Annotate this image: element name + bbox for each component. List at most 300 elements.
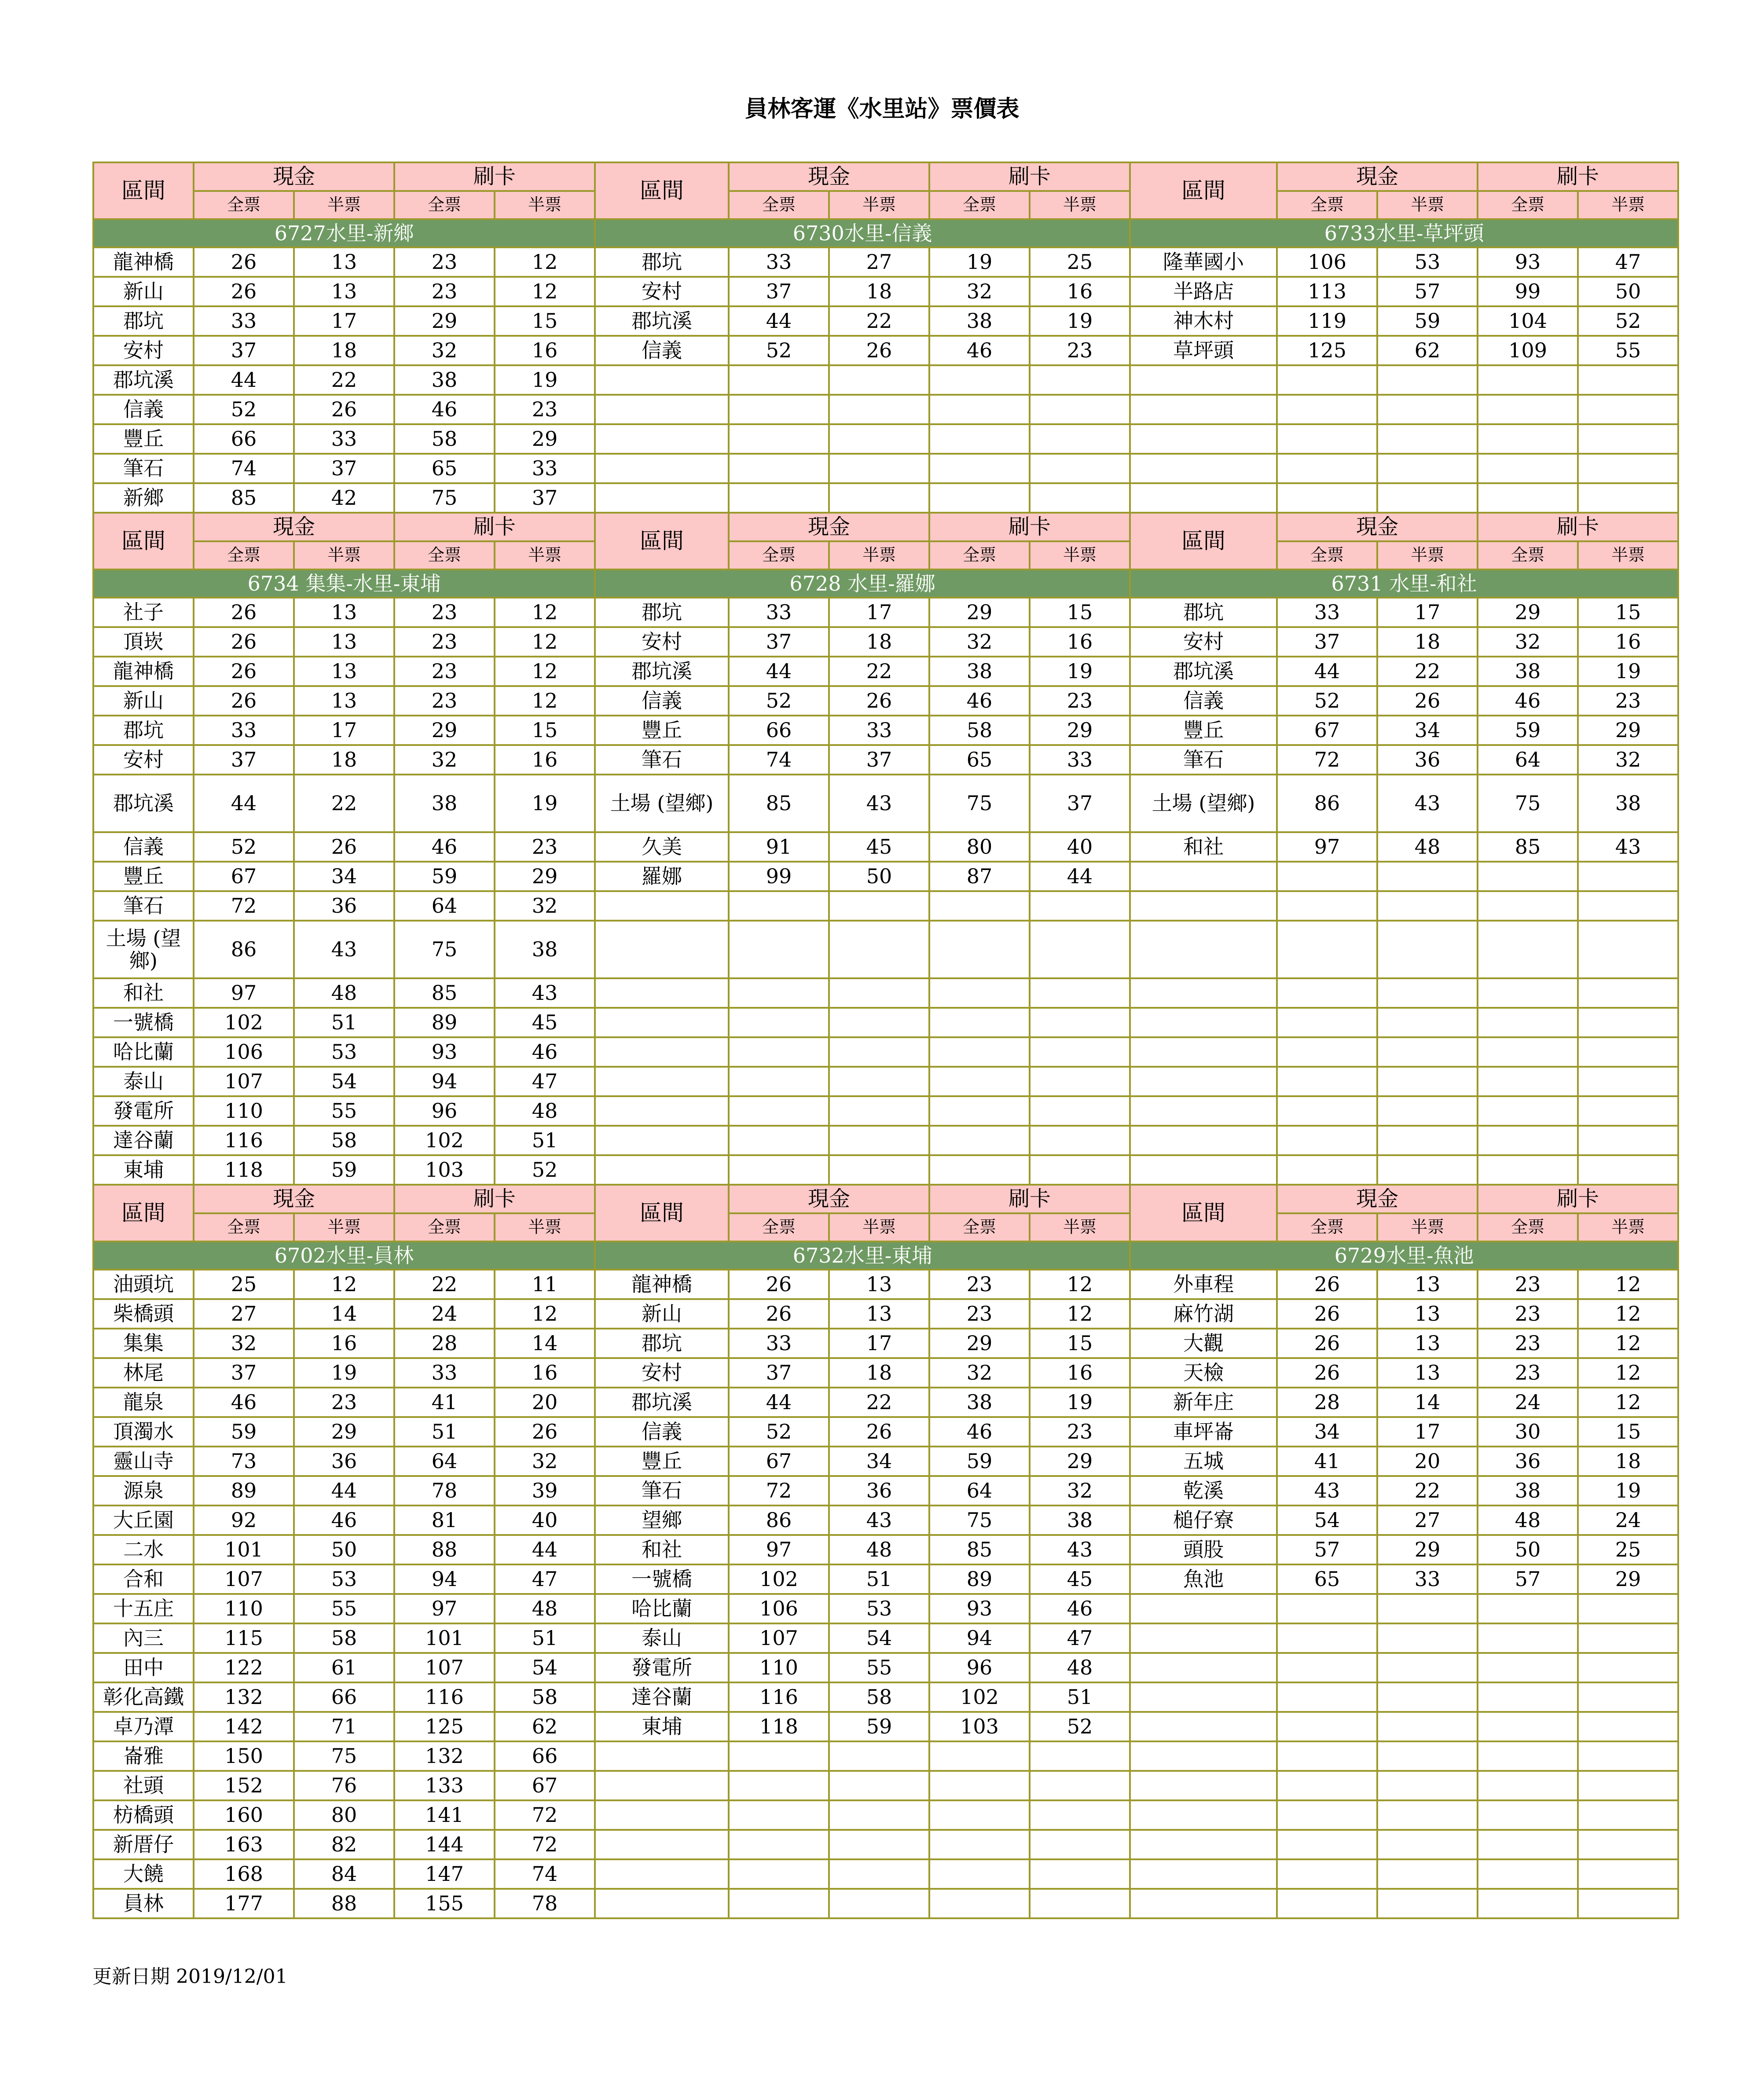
fare-cell: 29 (394, 306, 495, 336)
stop-name: 隆華國小 (1130, 247, 1277, 277)
full-ticket-header: 全票 (194, 191, 294, 219)
fare-cell: 26 (729, 1299, 829, 1329)
fare-cell: 20 (495, 1388, 595, 1417)
fare-cell: 32 (495, 891, 595, 921)
empty-cell (1578, 395, 1678, 424)
empty-cell (1478, 921, 1578, 978)
stop-name: 郡坑溪 (93, 365, 194, 395)
fare-cell: 41 (394, 1388, 495, 1417)
fare-cell: 32 (1478, 627, 1578, 657)
stop-name: 達谷蘭 (595, 1682, 729, 1712)
fare-cell: 46 (929, 336, 1030, 365)
empty-cell (1130, 921, 1277, 978)
empty-cell (1277, 862, 1377, 891)
empty-cell (1578, 1830, 1678, 1859)
empty-cell (829, 1859, 929, 1889)
fare-cell: 58 (495, 1682, 595, 1712)
full-ticket-header: 全票 (729, 191, 829, 219)
stop-name: 林尾 (93, 1358, 194, 1388)
empty-cell (1578, 1682, 1678, 1712)
empty-cell (1578, 1712, 1678, 1741)
stop-name: 頂濁水 (93, 1417, 194, 1447)
fare-row (93, 978, 1678, 1008)
fare-cell: 13 (1377, 1329, 1478, 1358)
empty-cell (1478, 1067, 1578, 1096)
full-ticket-header: 全票 (394, 541, 495, 569)
fare-cell: 58 (294, 1623, 394, 1653)
stop-name: 土場 (望鄉) (1130, 775, 1277, 832)
fare-cell: 26 (729, 1270, 829, 1299)
fare-cell: 97 (194, 978, 294, 1008)
empty-cell (929, 1155, 1030, 1185)
fare-cell: 45 (829, 832, 929, 862)
fare-cell: 147 (394, 1859, 495, 1889)
fare-cell: 52 (1030, 1712, 1130, 1741)
fare-cell: 59 (829, 1712, 929, 1741)
card-header: 刷卡 (394, 1185, 595, 1213)
fare-cell: 18 (294, 745, 394, 775)
fare-cell: 13 (294, 247, 394, 277)
fare-cell: 89 (194, 1476, 294, 1506)
full-ticket-header: 全票 (1277, 541, 1377, 569)
fare-cell: 46 (1030, 1594, 1130, 1623)
half-ticket-header: 半票 (294, 191, 394, 219)
empty-cell (1377, 1008, 1478, 1037)
empty-cell (1377, 921, 1478, 978)
empty-cell (1277, 1712, 1377, 1741)
fare-cell: 74 (729, 745, 829, 775)
full-ticket-header: 全票 (394, 1213, 495, 1241)
empty-cell (595, 1771, 729, 1800)
fare-cell: 91 (729, 832, 829, 862)
empty-cell (1377, 1653, 1478, 1682)
fare-cell: 12 (1578, 1329, 1678, 1358)
fare-cell: 104 (1478, 306, 1578, 336)
fare-cell: 33 (729, 247, 829, 277)
full-ticket-header: 全票 (394, 191, 495, 219)
fare-row (93, 1506, 1678, 1535)
stop-name: 筆石 (93, 454, 194, 483)
fare-cell: 58 (829, 1682, 929, 1712)
empty-cell (595, 1741, 729, 1771)
fare-cell: 29 (394, 716, 495, 745)
empty-cell (1377, 424, 1478, 454)
fare-row (93, 1741, 1678, 1771)
stop-name: 內三 (93, 1623, 194, 1653)
fare-row (93, 1800, 1678, 1830)
empty-cell (1130, 1771, 1277, 1800)
empty-cell (1578, 1771, 1678, 1800)
fare-cell: 13 (294, 686, 394, 716)
cash-header: 現金 (1277, 513, 1478, 541)
fare-cell: 75 (394, 921, 495, 978)
empty-cell (1130, 1741, 1277, 1771)
fare-cell: 93 (394, 1037, 495, 1067)
fare-cell: 72 (1277, 745, 1377, 775)
fare-cell: 50 (294, 1535, 394, 1564)
fare-cell: 26 (829, 686, 929, 716)
full-ticket-header: 全票 (1277, 1213, 1377, 1241)
page-title: 員林客運《水里站》票價表 (744, 96, 1020, 122)
fare-cell: 13 (1377, 1358, 1478, 1388)
fare-cell: 47 (1030, 1623, 1130, 1653)
empty-cell (595, 1096, 729, 1126)
empty-cell (929, 424, 1030, 454)
fare-cell: 22 (829, 306, 929, 336)
route-title: 6734 集集-水里-東埔 (93, 569, 595, 598)
half-ticket-header: 半票 (1030, 541, 1130, 569)
stop-name: 新山 (93, 277, 194, 306)
fare-cell: 33 (729, 1329, 829, 1358)
fare-cell: 88 (394, 1535, 495, 1564)
empty-cell (1277, 1623, 1377, 1653)
empty-cell (1377, 1155, 1478, 1185)
fare-row (93, 336, 1678, 365)
fare-cell: 122 (194, 1653, 294, 1682)
empty-cell (1130, 1859, 1277, 1889)
empty-cell (1277, 483, 1377, 513)
zone-header: 區間 (595, 162, 729, 219)
header-row (93, 513, 1678, 541)
fare-cell: 152 (194, 1771, 294, 1800)
stop-name: 安村 (93, 336, 194, 365)
half-ticket-header: 半票 (294, 541, 394, 569)
empty-cell (1277, 1800, 1377, 1830)
fare-cell: 12 (495, 1299, 595, 1329)
empty-cell (1030, 1800, 1130, 1830)
fare-cell: 43 (829, 1506, 929, 1535)
fare-cell: 116 (729, 1682, 829, 1712)
fare-cell: 23 (1030, 336, 1130, 365)
fare-cell: 36 (294, 891, 394, 921)
half-ticket-header: 半票 (829, 191, 929, 219)
fare-cell: 13 (829, 1299, 929, 1329)
card-header: 刷卡 (394, 162, 595, 191)
fare-cell: 12 (1578, 1270, 1678, 1299)
fare-cell: 37 (729, 627, 829, 657)
fare-cell: 44 (294, 1476, 394, 1506)
cash-header: 現金 (1277, 1185, 1478, 1213)
empty-cell (595, 1800, 729, 1830)
fare-row (93, 1008, 1678, 1037)
fare-cell: 57 (1277, 1535, 1377, 1564)
fare-cell: 64 (929, 1476, 1030, 1506)
fare-cell: 32 (1030, 1476, 1130, 1506)
empty-cell (1277, 1741, 1377, 1771)
empty-cell (1030, 1889, 1130, 1918)
empty-cell (1277, 1126, 1377, 1155)
fare-cell: 107 (394, 1653, 495, 1682)
fare-cell: 23 (1578, 686, 1678, 716)
fare-cell: 26 (194, 598, 294, 627)
empty-cell (1478, 891, 1578, 921)
empty-cell (1478, 424, 1578, 454)
fare-cell: 16 (294, 1329, 394, 1358)
fare-cell: 58 (294, 1126, 394, 1155)
empty-cell (729, 921, 829, 978)
empty-cell (929, 1771, 1030, 1800)
empty-cell (1130, 1126, 1277, 1155)
empty-cell (1277, 395, 1377, 424)
fare-cell: 82 (294, 1830, 394, 1859)
fare-row (93, 1564, 1678, 1594)
fare-cell: 15 (1030, 598, 1130, 627)
stop-name: 信義 (595, 336, 729, 365)
fare-cell: 29 (929, 1329, 1030, 1358)
fare-cell: 87 (929, 862, 1030, 891)
empty-cell (1377, 1800, 1478, 1830)
empty-cell (1377, 1830, 1478, 1859)
empty-cell (829, 978, 929, 1008)
empty-cell (729, 891, 829, 921)
empty-cell (1578, 365, 1678, 395)
stop-name: 新厝仔 (93, 1830, 194, 1859)
fare-cell: 18 (294, 336, 394, 365)
fare-cell: 66 (495, 1741, 595, 1771)
fare-row (93, 1037, 1678, 1067)
fare-cell: 32 (929, 277, 1030, 306)
fare-cell: 19 (1578, 657, 1678, 686)
stop-name: 郡坑 (93, 306, 194, 336)
empty-cell (1030, 454, 1130, 483)
stop-name: 泰山 (595, 1623, 729, 1653)
fare-cell: 51 (294, 1008, 394, 1037)
empty-cell (829, 483, 929, 513)
empty-cell (829, 1096, 929, 1126)
fare-cell: 89 (394, 1008, 495, 1037)
fare-cell: 52 (194, 395, 294, 424)
fare-cell: 33 (194, 306, 294, 336)
empty-cell (1130, 1008, 1277, 1037)
fare-cell: 53 (294, 1037, 394, 1067)
fare-cell: 38 (394, 365, 495, 395)
empty-cell (1377, 1682, 1478, 1712)
fare-table (92, 162, 1679, 1919)
fare-row (93, 454, 1678, 483)
fare-cell: 23 (495, 832, 595, 862)
fare-cell: 52 (495, 1155, 595, 1185)
route-title: 6732水里-東埔 (595, 1241, 1130, 1270)
fare-cell: 86 (729, 1506, 829, 1535)
zone-header: 區間 (93, 162, 194, 219)
empty-cell (929, 1096, 1030, 1126)
empty-cell (1478, 1623, 1578, 1653)
empty-cell (1578, 1653, 1678, 1682)
empty-cell (1030, 891, 1130, 921)
stop-name: 社子 (93, 598, 194, 627)
empty-cell (829, 1741, 929, 1771)
fare-cell: 43 (495, 978, 595, 1008)
stop-name: 豐丘 (93, 424, 194, 454)
fare-cell: 24 (394, 1299, 495, 1329)
fare-cell: 65 (394, 454, 495, 483)
fare-cell: 85 (1478, 832, 1578, 862)
fare-cell: 19 (1030, 1388, 1130, 1417)
fare-cell: 19 (495, 775, 595, 832)
full-ticket-header: 全票 (1277, 191, 1377, 219)
stop-name: 龍神橋 (93, 247, 194, 277)
fare-cell: 75 (1478, 775, 1578, 832)
empty-cell (1277, 1155, 1377, 1185)
stop-name: 新年庄 (1130, 1388, 1277, 1417)
empty-cell (1030, 978, 1130, 1008)
stop-name: 大觀 (1130, 1329, 1277, 1358)
fare-cell: 81 (394, 1506, 495, 1535)
empty-cell (1478, 1771, 1578, 1800)
fare-cell: 125 (394, 1712, 495, 1741)
fare-cell: 52 (729, 1417, 829, 1447)
fare-cell: 109 (1478, 336, 1578, 365)
half-ticket-header: 半票 (1578, 191, 1678, 219)
fare-row (93, 483, 1678, 513)
fare-cell: 36 (1478, 1447, 1578, 1476)
fare-cell: 67 (495, 1771, 595, 1800)
stop-name: 羅娜 (595, 862, 729, 891)
fare-cell: 19 (929, 247, 1030, 277)
fare-cell: 44 (1030, 862, 1130, 891)
fare-cell: 22 (829, 1388, 929, 1417)
route-title-row (93, 1241, 1678, 1270)
fare-cell: 101 (394, 1623, 495, 1653)
fare-cell: 51 (495, 1623, 595, 1653)
fare-cell: 48 (495, 1594, 595, 1623)
route-title: 6728 水里-羅娜 (595, 569, 1130, 598)
fare-cell: 37 (1277, 627, 1377, 657)
fare-cell: 15 (1578, 598, 1678, 627)
fare-cell: 12 (495, 277, 595, 306)
fare-cell: 54 (829, 1623, 929, 1653)
empty-cell (1478, 1594, 1578, 1623)
header-row (93, 162, 1678, 191)
empty-cell (1030, 1126, 1130, 1155)
stop-name: 發電所 (595, 1653, 729, 1682)
stop-name: 豐丘 (1130, 716, 1277, 745)
empty-cell (1478, 862, 1578, 891)
fare-cell: 52 (729, 336, 829, 365)
fare-cell: 12 (495, 627, 595, 657)
empty-cell (595, 1889, 729, 1918)
zone-header: 區間 (595, 1185, 729, 1241)
empty-cell (829, 1126, 929, 1155)
fare-cell: 93 (929, 1594, 1030, 1623)
fare-cell: 51 (495, 1126, 595, 1155)
empty-cell (1478, 1126, 1578, 1155)
stop-name: 龍神橋 (93, 657, 194, 686)
empty-cell (929, 365, 1030, 395)
fare-row (93, 716, 1678, 745)
empty-cell (1277, 891, 1377, 921)
empty-cell (1030, 424, 1130, 454)
fare-row (93, 1535, 1678, 1564)
fare-cell: 23 (495, 395, 595, 424)
empty-cell (1478, 1741, 1578, 1771)
fare-cell: 44 (495, 1535, 595, 1564)
fare-cell: 13 (294, 627, 394, 657)
fare-row (93, 1329, 1678, 1358)
half-ticket-header: 半票 (495, 191, 595, 219)
empty-cell (1130, 454, 1277, 483)
empty-cell (1030, 1859, 1130, 1889)
fare-cell: 13 (294, 277, 394, 306)
fare-cell: 38 (394, 775, 495, 832)
fare-cell: 17 (829, 1329, 929, 1358)
empty-cell (929, 483, 1030, 513)
stop-name: 郡坑 (1130, 598, 1277, 627)
empty-cell (1578, 1155, 1678, 1185)
empty-cell (1478, 1096, 1578, 1126)
fare-cell: 150 (194, 1741, 294, 1771)
stop-name: 新山 (93, 686, 194, 716)
empty-cell (929, 1830, 1030, 1859)
empty-cell (1578, 1037, 1678, 1067)
zone-header: 區間 (595, 513, 729, 569)
fare-cell: 33 (394, 1358, 495, 1388)
stop-name: 泰山 (93, 1067, 194, 1096)
fare-cell: 86 (194, 921, 294, 978)
stop-name: 二水 (93, 1535, 194, 1564)
half-ticket-header: 半票 (1377, 1213, 1478, 1241)
fare-cell: 94 (929, 1623, 1030, 1653)
fare-cell: 15 (495, 306, 595, 336)
empty-cell (1578, 978, 1678, 1008)
stop-name: 筆石 (93, 891, 194, 921)
fare-cell: 113 (1277, 277, 1377, 306)
fare-cell: 107 (729, 1623, 829, 1653)
fare-cell: 57 (1478, 1564, 1578, 1594)
empty-cell (595, 483, 729, 513)
fare-cell: 25 (1578, 1535, 1678, 1564)
empty-cell (929, 921, 1030, 978)
fare-row (93, 1096, 1678, 1126)
empty-cell (1578, 1889, 1678, 1918)
empty-cell (829, 454, 929, 483)
fare-row (93, 1653, 1678, 1682)
stop-name: 新山 (595, 1299, 729, 1329)
fare-cell: 18 (1377, 627, 1478, 657)
fare-cell: 24 (1478, 1388, 1578, 1417)
fare-row (93, 1067, 1678, 1096)
zone-header: 區間 (1130, 513, 1277, 569)
fare-cell: 15 (495, 716, 595, 745)
empty-cell (1130, 1830, 1277, 1859)
fare-cell: 93 (1478, 247, 1578, 277)
half-ticket-header: 半票 (1578, 541, 1678, 569)
fare-cell: 102 (729, 1564, 829, 1594)
half-ticket-header: 半票 (495, 541, 595, 569)
fare-cell: 67 (729, 1447, 829, 1476)
stop-name: 新鄉 (93, 483, 194, 513)
fare-cell: 12 (495, 247, 595, 277)
fare-cell: 37 (1030, 775, 1130, 832)
empty-cell (1578, 891, 1678, 921)
fare-row (93, 277, 1678, 306)
fare-cell: 36 (294, 1447, 394, 1476)
empty-cell (1377, 1712, 1478, 1741)
fare-row (93, 1623, 1678, 1653)
empty-cell (1277, 978, 1377, 1008)
fare-cell: 16 (1030, 1358, 1130, 1388)
fare-cell: 23 (1478, 1329, 1578, 1358)
fare-cell: 50 (1478, 1535, 1578, 1564)
stop-name: 信義 (595, 686, 729, 716)
stop-name: 和社 (595, 1535, 729, 1564)
empty-cell (595, 454, 729, 483)
fare-row (93, 775, 1678, 832)
fare-cell: 102 (394, 1126, 495, 1155)
fare-row (93, 1712, 1678, 1741)
fare-cell: 53 (829, 1594, 929, 1623)
fare-cell: 51 (394, 1417, 495, 1447)
